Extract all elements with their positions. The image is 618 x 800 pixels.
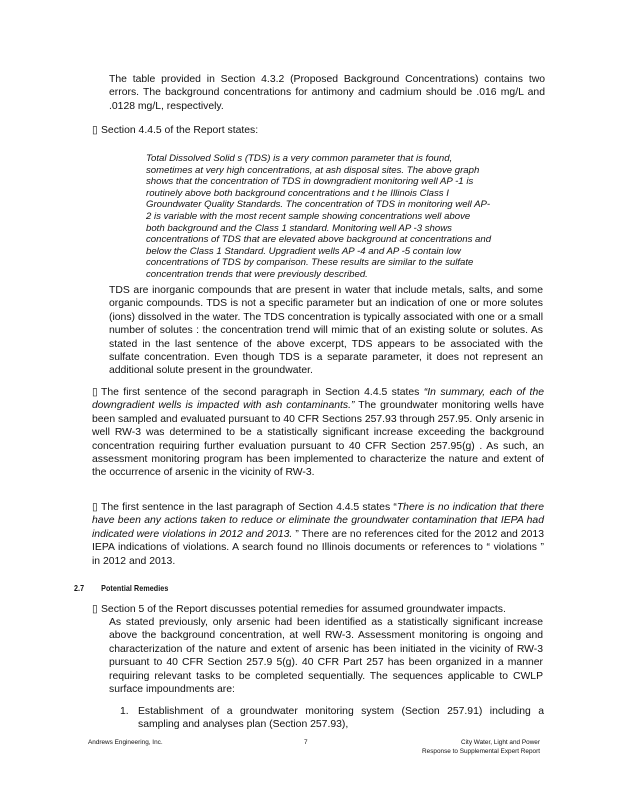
quote-line: concentration trends that were previously described. [146,268,368,280]
bullet-item-1 [92,124,542,137]
bullet-item-4 [92,603,544,616]
bullet-2-lead: The first sentence of the second paragraph in Section 4.4.5 states [101,387,424,398]
bullet-icon: ▯ [92,502,98,513]
list-number: 1. [120,706,129,717]
quote-line: below the Class 1 Standard. Upgradient wells AP -4 and AP -5 contain low [146,245,461,257]
bullet-3-lead: The first sentence in the last paragraph of Section 4.4.5 states “ [101,502,397,513]
bullet-icon: ▯ [92,125,98,136]
intro-paragraph: The table provided in Section 4.3.2 (Proposed Background Concentrations) contains two errors. The background concentrations for antimony and cadmium should be .016 mg/L and .0128 mg/L, respectively. [109,74,545,112]
bullet-4-first: Section 5 of the Report discusses potential remedies for assumed groundwater impacts. [101,604,506,615]
footer-page-number: 7 [304,739,308,746]
quote-line: concentrations of TDS by comparison. These results are similar to the sulfate [146,257,474,269]
quote-line: both background and the Class 1 standard. Monitoring well AP -3 shows [146,222,452,234]
quote-line: shows that the concentration of TDS in downgradient monitoring well AP -1 is [146,176,474,188]
bullet-icon: ▯ [92,387,98,398]
section-number: 2.7 [74,583,85,593]
bullet-3-rest: ” There are no references cited for the 2012 and 2013 IEPA indications of violations. A search found no Illinois documents or references to “ violations ” in 2012 and 2013. [92,528,544,567]
quote-line: sometimes at very high concentrations, at ash disposal sites. The above graph [146,164,480,176]
bullet-2-rest: The groundwater monitoring wells have been sampled and evaluated pursuant to 40 CFR Sections 257.93 through 257.95. Only arsenic in well RW-3 was determined to be a statistically significant increase exceeding the background concentration requiring further evaluation pursuant to 40 CFR Section 257.95(g) . As such, an assessment monitoring program has been implemented to characterize the nature and extent of the occurrence of arsenic in the vicinity of RW-3. [92,400,544,479]
bullet-item-3 [92,501,544,568]
remedies-paragraph: As stated previously, only arsenic had been identified as a statistically significant increase above the background concentration, at well RW-3. Assessment monitoring is ongoing and characterization of the nature and extent of arsenic has been initiated in the vicinity of RW-3 pursuant to 40 CFR Section 257.9 5(g). 40 CFR Part 257 has been organized in a manner requiring relevant tasks to be completed sequentially. The sequences applicable to CWLP surface impoundments are: [109,617,543,696]
footer-right-line1: City Water, Light and Power [461,739,540,746]
list-item [120,705,544,732]
section-title: Potential Remedies [101,583,169,593]
quote-line: concentrations of TDS that are elevated above background at concentrations and [146,234,492,246]
bullet-1-text: Section 4.4.5 of the Report states: [101,125,259,136]
quote-line: 2 is variable with the most recent sample showing concentrations well above [146,210,471,222]
blockquote-excerpt [146,153,508,281]
bullet-3-quote: There is no indication that there have been any actions taken to reduce or eliminate the groundwater contamination that IEPA had indicated were violations in 2012 and 2013. [92,502,544,540]
footer-left: Andrews Engineering, Inc. [88,739,163,746]
quote-line: Groundwater Quality Standards. The concentration of TDS in monitoring well AP- [146,199,491,211]
list-text: Establishment of a groundwater monitoring system (Section 257.91) including a sampling and analyses plan (Section 257.93), [138,706,544,731]
bullet-icon: ▯ [92,604,98,615]
footer-right-line2: Response to Supplemental Expert Report [422,748,540,755]
footer-right [410,738,540,756]
bullet-item-2 [92,386,544,480]
quote-line: routinely above both background concentrations and t he Illinois Class I [146,187,449,199]
tds-paragraph: TDS are inorganic compounds that are present in water that include metals, salts, and some organic compounds. TDS is not a specific parameter but an indication of one or more solutes (ions) dissolved in the water. The TDS concentration is typically associated with one or a small number of solutes : the concentration trend will mimic that of an existing solute or solutes. As stated in the last sentence of the above excerpt, TDS appears to be associated with the sulfate concentration. Even though TDS is a separate parameter, it does not represent an additional solute present in the groundwater. [109,285,543,377]
section-heading [74,583,185,593]
bullet-2-quote: “In summary, each of the downgradient wells is impacted with ash contaminants.” [92,387,545,412]
quote-line: Total Dissolved Solid s (TDS) is a very common parameter that is found, [146,153,453,164]
